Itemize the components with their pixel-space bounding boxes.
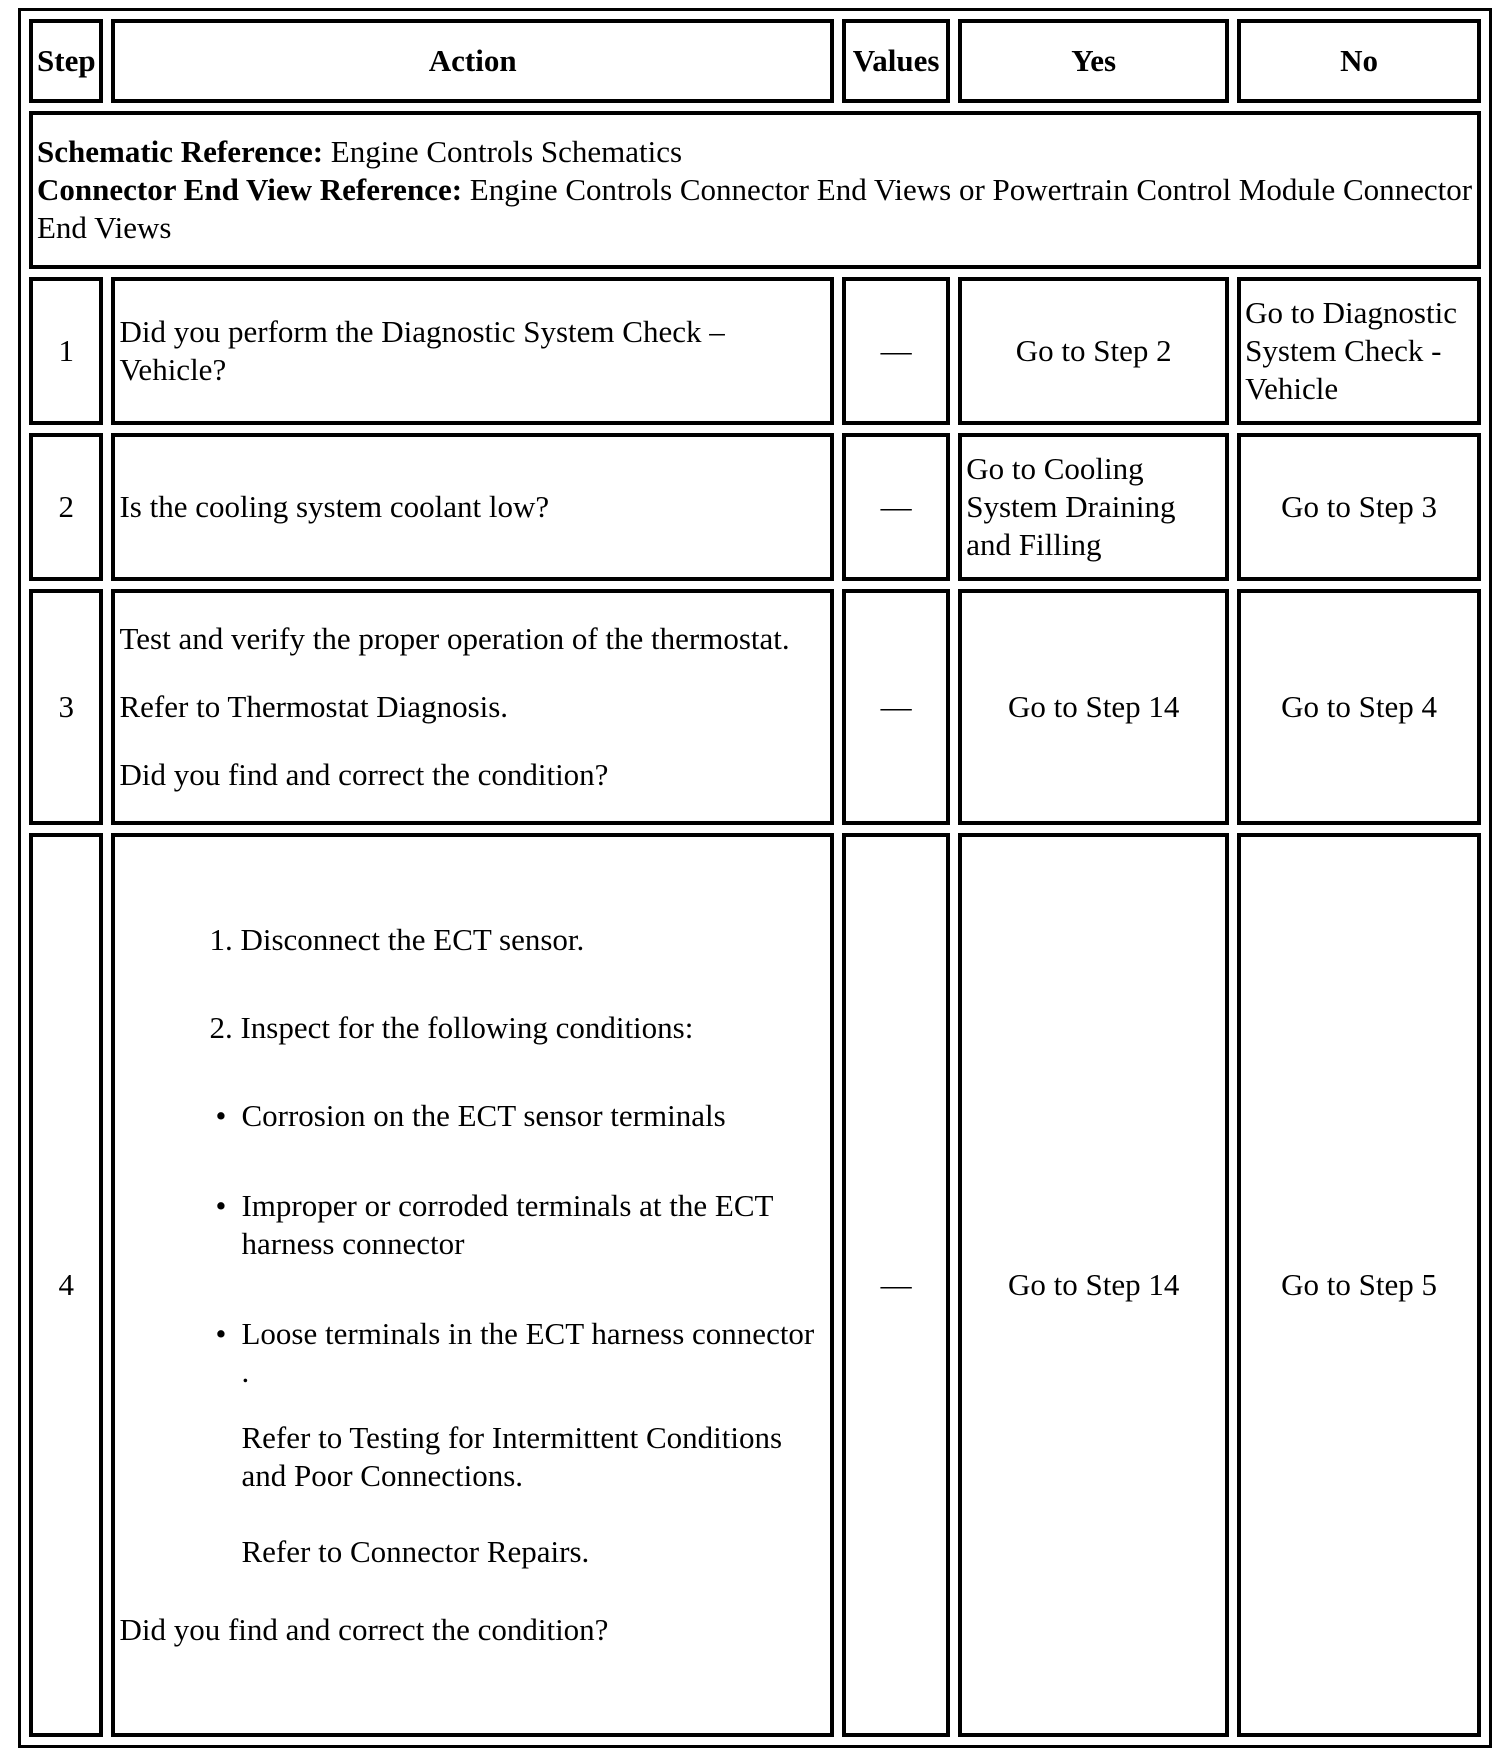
action-line: Refer to Thermostat Diagnosis.: [119, 689, 509, 724]
header-no: No: [1237, 19, 1481, 103]
diagnostic-table: [18, 8, 1492, 1748]
diagnostic-table-page: [18, 8, 1492, 1748]
step-number: 2: [29, 433, 103, 581]
step-no: Go to Step 3: [1237, 433, 1481, 581]
step-action: [111, 589, 833, 825]
step-number: 4: [29, 833, 103, 1737]
step-yes: Go to Step 14: [958, 833, 1229, 1737]
step-no: Go to Diagnostic System Check - Vehicle: [1237, 277, 1481, 425]
step-yes: Go to Step 14: [958, 589, 1229, 825]
schematic-reference-label: Schematic Reference:: [37, 134, 324, 169]
step-action: Did you perform the Diagnostic System Check – Vehicle?: [111, 277, 833, 425]
header-yes: Yes: [958, 19, 1229, 103]
action-line: Test and verify the proper operation of the thermostat.: [119, 621, 790, 656]
bullet-list: [119, 1097, 825, 1391]
connector-reference-label: Connector End View Reference:: [37, 172, 463, 207]
table-row: [29, 833, 1481, 1737]
step-yes: Go to Step 2: [958, 277, 1229, 425]
schematic-reference-text: Engine Controls Schematics: [330, 134, 683, 169]
list-item: • Improper or corroded terminals at the ECT harness connector: [215, 1188, 773, 1261]
table-row: [29, 589, 1481, 825]
step-values: —: [842, 277, 950, 425]
header-step: Step: [29, 19, 103, 103]
step-action: Is the cooling system coolant low?: [111, 433, 833, 581]
header-row: [29, 19, 1481, 103]
action-question: Did you find and correct the condition?: [119, 1612, 609, 1647]
list-item: • Corrosion on the ECT sensor terminals: [215, 1098, 726, 1133]
refer-text: Refer to Testing for Intermittent Conditions and Poor Connections.: [241, 1420, 783, 1493]
step-yes: Go to Cooling System Draining and Filling: [958, 433, 1229, 581]
bullet-icon: •: [215, 1098, 227, 1133]
ordered-list: [119, 921, 825, 1047]
step-no: Go to Step 5: [1237, 833, 1481, 1737]
header-action: Action: [111, 19, 833, 103]
action-line: Did you find and correct the condition?: [119, 757, 609, 792]
bullet-icon: •: [215, 1188, 227, 1223]
step-number: 3: [29, 589, 103, 825]
reference-cell: [29, 111, 1481, 269]
list-item: 2. Inspect for the following conditions:: [209, 1010, 694, 1045]
step-values: —: [842, 433, 950, 581]
bullet-icon: •: [215, 1316, 227, 1351]
table-row: [29, 433, 1481, 581]
step-number: 1: [29, 277, 103, 425]
connector-reference-text: Engine Controls Connector End Views or Powertrain Control Module Connector End Views: [37, 172, 1473, 245]
refer-text: Refer to Connector Repairs.: [241, 1534, 590, 1569]
step-values: —: [842, 589, 950, 825]
list-item: 1. Disconnect the ECT sensor.: [209, 922, 585, 957]
step-no: Go to Step 4: [1237, 589, 1481, 825]
step-values: —: [842, 833, 950, 1737]
reference-row: [29, 111, 1481, 269]
step-action: [111, 833, 833, 1737]
list-item: • Loose terminals in the ECT harness connector .: [215, 1316, 815, 1389]
table-row: [29, 277, 1481, 425]
header-values: Values: [842, 19, 950, 103]
